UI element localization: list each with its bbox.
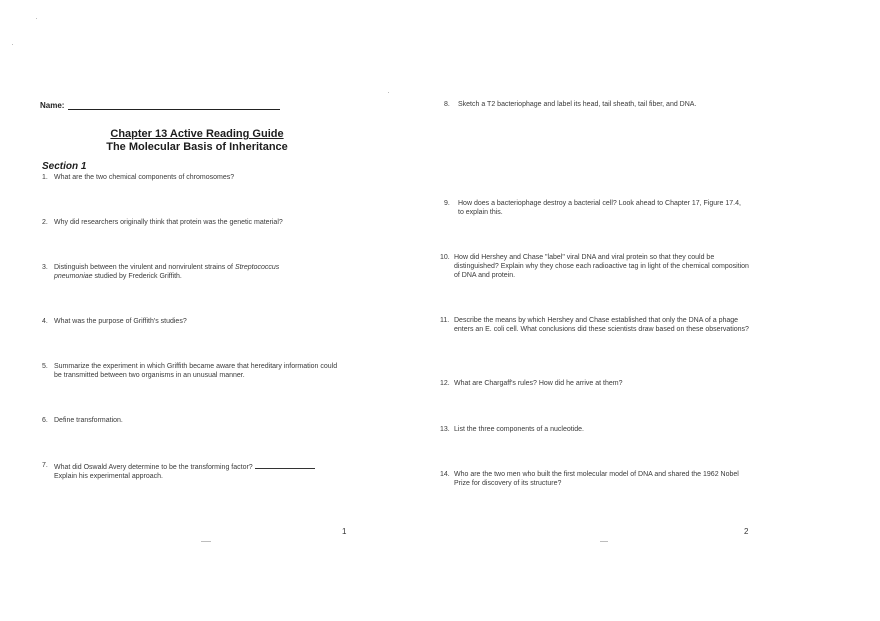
page-number-1: 1 — [342, 527, 347, 536]
answer-blank-line[interactable] — [255, 461, 315, 469]
scan-speck — [36, 18, 37, 19]
name-blank-line[interactable] — [68, 101, 280, 110]
section-heading: Section 1 — [42, 161, 87, 172]
question-13: 13. List the three components of a nucleotide. — [440, 426, 584, 433]
scan-speck — [600, 541, 608, 542]
question-8: 8. Sketch a T2 bacteriophage and label its head, tail sheath, tail fiber, and DNA. — [444, 101, 697, 108]
question-4: 4. What was the purpose of Griffith's studies? — [42, 318, 187, 325]
scan-speck — [388, 92, 389, 93]
question-2: 2. Why did researchers originally think that protein was the genetic material? — [42, 219, 283, 226]
question-9: 9. How does a bacteriophage destroy a bacterial cell? Look ahead to Chapter 17, Figure 17.4, to explain this. — [444, 200, 741, 216]
question-3: 3. Distinguish between the virulent and nonvirulent strains of Streptococcus pneumoniae studied by Frederick Griffith. — [42, 264, 280, 280]
page-number-2: 2 — [744, 527, 749, 536]
question-5: 5. Summarize the experiment in which Griffith became aware that hereditary information could be transmitted between two organisms in an unusual manner. — [42, 363, 338, 379]
page-2 — [440, 0, 880, 621]
question-7: 7. What did Oswald Avery determine to be the transforming factor? Explain his experimental approach. — [42, 461, 362, 481]
guide-title: Chapter 13 Active Reading Guide — [110, 128, 284, 140]
guide-subtitle: The Molecular Basis of Inheritance — [106, 141, 288, 153]
question-12: 12. What are Chargaff's rules? How did he arrive at them? — [440, 380, 623, 387]
scan-speck — [201, 541, 211, 542]
question-6: 6. Define transformation. — [42, 417, 123, 424]
question-10: 10. How did Hershey and Chase "label" viral DNA and viral protein so that they could be distinguished? Explain why they chose each radioactive tag in light of the chemical composition of DNA and protein. — [440, 254, 749, 279]
name-label: Name: — [40, 101, 65, 110]
question-11: 11. Describe the means by which Hershey and Chase established that only the DNA of a phage enters an E. coli cell. What conclusions did these scientists draw based on these observations? — [440, 317, 749, 333]
name-field-row — [40, 101, 280, 110]
scan-speck — [12, 44, 13, 45]
question-14: 14. Who are the two men who built the first molecular model of DNA and shared the 1962 Nobel Prize for discovery of its structure? — [440, 471, 739, 487]
question-1: 1. What are the two chemical components of chromosomes? — [42, 174, 235, 181]
